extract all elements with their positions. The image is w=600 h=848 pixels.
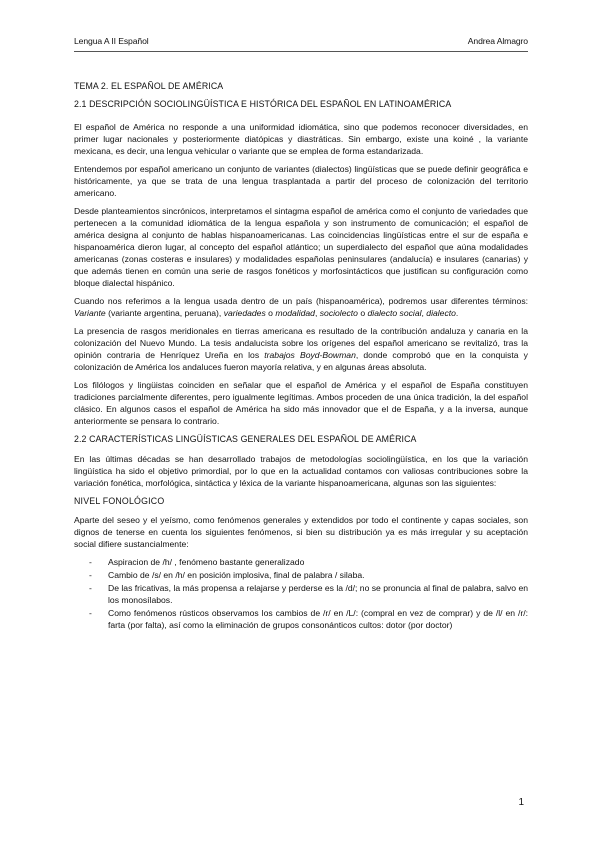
p4-term-dialecto-social: dialecto social: [367, 308, 422, 318]
p4-text: o: [357, 308, 368, 318]
p4-term-sociolecto: sociolecto: [319, 308, 358, 318]
header-course: Lengua A II Español: [74, 36, 149, 46]
paragraph-8: Aparte del seseo y el yeísmo, como fenómenos generales y extendidos por todo el continente y capas sociales, son dignos de tenerse en cuenta los siguientes fenómenos, si bien su distribución ya es más irregular y su aceptación social difiere sustancialmente:: [74, 515, 528, 549]
paragraph-4: [74, 295, 528, 319]
p4-term-variante: Variante: [74, 308, 106, 318]
paragraph-7: En las últimas décadas se han desarrollado trabajos de metodologías sociolingüística, en los que la variación lingüística ha sido el objetivo primordial, por lo que en la actualidad contamos con valiosas contribuciones sobre la variación fonética, morfológica, sintáctica y léxica de la variante hispanoamericana, algunas son las siguientes:: [74, 454, 528, 488]
header-divider: [74, 51, 528, 52]
phonology-list: [74, 556, 528, 631]
section-1-title: 2.1 DESCRIPCIÓN SOCIOLINGÜÍSTICA E HISTÓRICA DEL ESPAÑOL EN LATINOAMÉRICA: [74, 99, 452, 109]
list-item: - Aspiracion de /h/ , fenómeno bastante generalizado: [74, 556, 528, 568]
p5-text: La presencia de rasgos meridionales en tierras americana es resultado de la contribución andaluza y canaria en la colonización del Nuevo Mundo. La tesis andalucista sobre los orígenes del español americano se revitalizó, tras la opinión contraria de Henríquez Ureña en los: [74, 326, 528, 360]
list-item: - Como fenómenos rústicos observamos los cambios de /r/ en /L/: (compral en vez de comprar) y de /l/ en /r/: farta (por falta), así como la eliminación de grupos consonánticos cultos: dotor (por doctor): [74, 607, 528, 631]
page-header: [74, 32, 528, 48]
p4-text: ,: [314, 308, 320, 318]
p4-term-variedades: variedades: [223, 308, 266, 318]
paragraph-6: Los filólogos y lingüistas coinciden en señalar que el español de América y el español de España constituyen tradiciones parcialmente diferentes, pero igualmente legítimas. Ambos proceden de una única tradición, la del español clásico. En algunos casos el español de América ha sido más innovador que el de España, y a la inversa, aunque anteriormente se pensara lo contrario.: [74, 380, 528, 426]
p4-term-modalidad: modalidad: [275, 308, 315, 318]
paragraph-3: Desde planteamientos sincrónicos, interpretamos el sintagma español de américa como el conjunto de variedades que pertenecen a la comunidad idiomática de la lengua española y son instrumento de comunicación; el español de américa designa al conjunto de hablas hispanoamericanas. Las coincidencias lingüísticas entre el sur de españa e hispanoamérica dieron lugar, al concepto del español atlántico; un superdialecto del español que aúna modalidades americanas (zonas costeras e insulares) y modalidades españolas peninsulares (andalucía) e insulares (canarias) y que además tienen en común una serie de rasgos fonéticos y morfosintácticos que justifican su configuración como bloque dialectal hispánico.: [74, 206, 528, 288]
p4-text: (variante argentina, peruana),: [105, 308, 224, 318]
document-body: [74, 80, 528, 632]
page-number: 1: [518, 797, 524, 808]
subsection-title: NIVEL FONOLÓGICO: [74, 496, 165, 506]
list-item: - Cambio de /s/ en /h/ en posición implosiva, final de palabra / silaba.: [74, 569, 528, 581]
section-2-title: 2.2 CARACTERÍSTICAS LINGÜÍSTICAS GENERALES DEL ESPAÑOL DE AMÉRICA: [74, 434, 417, 444]
header-author: Andrea Almagro: [467, 36, 528, 46]
p4-text: Cuando nos referimos a la lengua usada dentro de un país (hispanoamérica), podremos usar diferentes términos:: [74, 296, 528, 306]
paragraph-2: Entendemos por español americano un conjunto de variantes (dialectos) lingüísticas que se puede definir geográfica e históricamente, ya que se trata de una lengua trasplantada a partir del proceso de colonización del territorio americano.: [74, 164, 528, 198]
list-item: - De las fricativas, la más propensa a relajarse y perderse es la /d/; no se pronuncia al final de palabra, salvo en los monosílabos.: [74, 582, 528, 606]
p5-text: , donde comprobó que en la conquista y colonización de América los andaluces fueron mayoría relativa, y en algunas áreas absoluta.: [74, 350, 528, 372]
paragraph-5: [74, 325, 528, 373]
p4-term-dialecto: dialecto: [426, 308, 456, 318]
p5-term-boyd-bowman: trabajos Boyd-Bowman: [264, 350, 356, 360]
p4-text: ,: [421, 308, 427, 318]
document-title: TEMA 2. EL ESPAÑOL DE AMÉRICA: [74, 81, 224, 91]
paragraph-1: El español de América no responde a una uniformidad idiomática, sino que podemos reconocer diversidades, en primer lugar nacionales y posteriormente diatópicas y diastráticas. Sin embargo, existe una koiné , la variante mexicana, es decir, una lengua vehicular o variante que se emplea de forma estandarizada.: [74, 122, 528, 156]
p4-text: o: [265, 308, 276, 318]
p4-text: .: [455, 308, 459, 318]
